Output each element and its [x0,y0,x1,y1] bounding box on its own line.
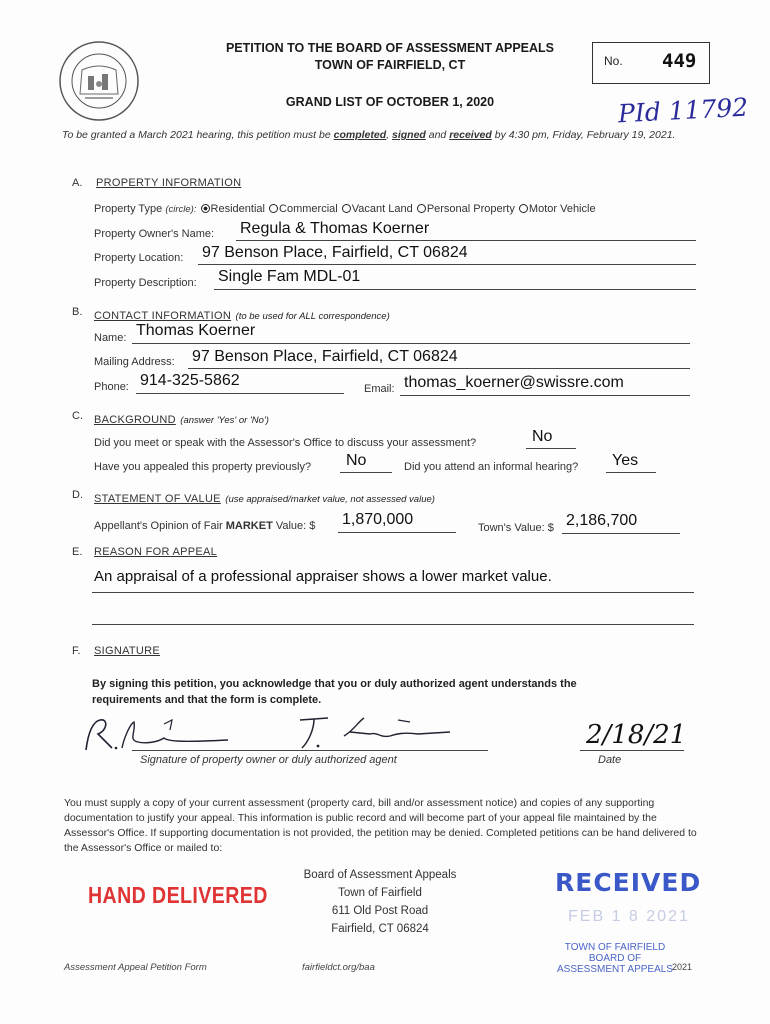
received-stamp: RECEIVED [555,868,702,897]
question-met-assessor: Did you meet or speak with the Assessor's Office to discuss your assessment? [94,437,477,449]
section-d-heading [94,489,435,507]
signature-acknowledgement: By signing this petition, you acknowledge that you or duly authorized agent understands the requirements and that the form is complete. [92,678,577,706]
form-title-line1: PETITION TO THE BOARD OF ASSESSMENT APPEALS [225,41,555,55]
appeal-reason-field[interactable]: An appraisal of a professional appraiser shows a lower market value. [94,568,552,585]
property-type-label: Property Type [94,203,163,215]
type-residential-label: Residential [210,203,265,215]
address-line3: 611 Old Post Road [331,905,429,917]
type-motor-vehicle-label: Motor Vehicle [528,203,596,215]
hand-delivered-stamp: HAND DELIVERED [88,882,268,908]
phone-label: Phone: [94,381,129,393]
answer-met-assessor[interactable]: No [532,428,553,445]
received-org-stamp [540,942,693,975]
mailing-address-label: Mailing Address: [94,356,175,368]
section-a-heading: PROPERTY INFORMATION [96,177,242,189]
deadline-signed: signed [391,129,426,141]
market-value-label-bold: MARKET [225,520,273,532]
property-type-note: (circle): [165,204,197,215]
type-personal-property-label: Personal Property [426,203,515,215]
petition-number-value: 449 [662,50,697,72]
address-line4: Fairfield, CT 06824 [331,923,429,935]
question-appealed-previously: Have you appealed this property previously? [94,461,312,473]
form-title [190,40,590,74]
market-value-label-pre: Appellant's Opinion of Fair [94,520,226,532]
deadline-and: and [425,129,450,141]
radio-residential[interactable] [201,204,210,213]
section-c-letter: C. [72,410,83,422]
section-c-label: BACKGROUND [94,414,176,426]
question-informal-hearing: Did you attend an informal hearing? [404,461,579,473]
section-b-note: (to be used for ALL correspondence) [235,311,390,322]
received-org-line1: TOWN OF FAIRFIELD [564,942,666,953]
section-d-label: STATEMENT OF VALUE [94,493,221,505]
property-location-label: Property Location: [94,252,184,264]
address-line2: Town of Fairfield [338,887,422,899]
owner-signature [78,712,458,758]
section-b-letter: B. [72,306,83,318]
type-vacant-land-label: Vacant Land [351,203,413,215]
market-value-label [94,520,315,532]
property-location-field[interactable]: 97 Benson Place, Fairfield, CT 06824 [202,244,468,261]
radio-motor-vehicle[interactable] [519,204,528,213]
property-type-row [94,203,596,215]
footer-form-name: Assessment Appeal Petition Form [64,962,207,973]
section-f-heading: SIGNATURE [94,645,161,657]
date-caption: Date [598,754,622,766]
section-f-letter: F. [72,645,81,657]
section-d-note: (use appraised/market value, not assessed value) [225,494,435,505]
deadline-completed: completed [333,129,387,141]
section-e-heading: REASON FOR APPEAL [94,546,218,558]
market-value-label-post: Value: $ [272,520,316,532]
deadline-comma: , [386,129,392,141]
radio-vacant-land[interactable] [342,204,351,213]
deadline-notice [62,128,712,143]
pid-handwritten: PId 11792 [617,92,749,129]
section-d-letter: D. [72,489,83,501]
contact-name-label: Name: [94,332,127,344]
market-value-field[interactable]: 1,870,000 [342,511,414,528]
answer-informal-hearing[interactable]: Yes [612,452,639,469]
footer-year: 2021 [672,962,693,972]
section-b-label: CONTACT INFORMATION [94,310,232,322]
deadline-text-1: To be granted a March 2021 hearing, this petition must be [62,129,334,141]
email-field[interactable]: thomas_koerner@swissre.com [404,374,624,391]
signature-date[interactable]: 2/18/21 [586,720,687,750]
owner-name-label: Property Owner's Name: [94,228,215,240]
phone-field[interactable]: 914-325-5862 [140,372,240,389]
owner-name-field[interactable]: Regula & Thomas Koerner [240,220,430,237]
footer-url[interactable]: fairfieldct.org/baa [302,962,375,973]
town-value-field[interactable]: 2,186,700 [566,512,638,529]
signature-caption: Signature of property owner or duly authorized agent [140,754,397,766]
contact-name-field[interactable]: Thomas Koerner [136,322,256,339]
form-title-line2: TOWN OF FAIRFIELD, CT [314,58,466,72]
radio-commercial[interactable] [269,204,278,213]
grand-list-subtitle: GRAND LIST OF OCTOBER 1, 2020 [285,95,495,109]
deadline-received: received [449,129,492,141]
section-a-letter: A. [72,177,83,189]
radio-personal-property[interactable] [417,204,426,213]
received-date-stamp: FEB 1 8 2021 [568,908,690,925]
property-description-field[interactable]: Single Fam MDL-01 [218,268,361,285]
mailing-address-field[interactable]: 97 Benson Place, Fairfield, CT 06824 [192,348,458,365]
deadline-text-2: by 4:30 pm, Friday, February 19, 2021. [491,129,676,141]
town-value-label: Town's Value: $ [478,522,554,534]
section-e-letter: E. [72,546,83,558]
section-c-heading [94,410,269,428]
petition-number-label: No. [604,54,623,68]
property-description-label: Property Description: [94,277,197,289]
section-c-note: (answer 'Yes' or 'No') [180,415,269,426]
address-line1: Board of Assessment Appeals [303,869,457,881]
town-seal-icon [58,40,140,122]
answer-appealed-previously[interactable]: No [346,452,367,469]
email-label: Email: [364,383,395,395]
mailing-address-block [290,866,470,938]
supporting-docs-instructions: You must supply a copy of your current assessment (property card, bill and/or assessment notice) and copies of any supporting documentation to justify your appeal. This information is public record and will become part of your appeal file maintained by the Assessor's Office. If supporting documentation is not provided, the petition may be denied. Completed petitions can be hand delivered to the Assessor's Office or mailed to: [64,797,697,854]
type-commercial-label: Commercial [279,203,338,215]
received-org-line3: ASSESSMENT APPEALS [557,964,673,975]
received-org-line2: BOARD OF [588,953,642,964]
